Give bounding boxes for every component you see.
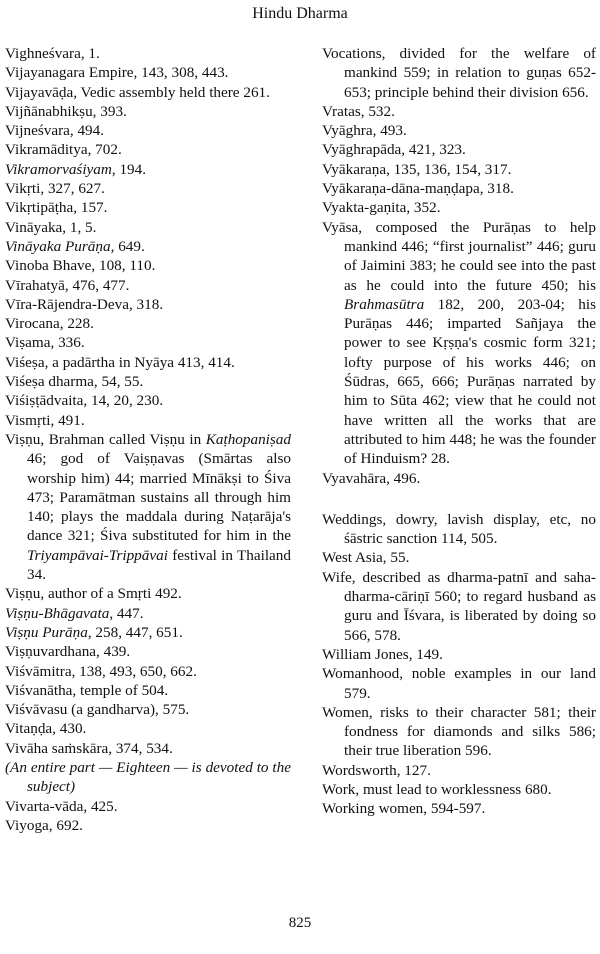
index-entry-text: Viṣṇu-Bhāgavata [5,604,110,622]
index-entry-text: West Asia, 55. [322,549,410,567]
index-entry-text: Vocations, divided for the welfare of mankind 559; in relation to guṇas 652-653; principle behind their division 656. [322,45,596,101]
index-entry-text: 182, 200, 203-04; his Purāṇas 446; imparted Sañjaya the power to see Kṛṣṇa's cosmic form 321; lofty purpose of his works 446; on Śūdras, 665, 666; Purāṇas narrated by him to Sūta 462; view that he could not have written all the works that are attributed to him 448; he was the founder of Hinduism? 28. [344,295,596,468]
index-entry [5,604,291,623]
index-entry [322,102,596,121]
index-entry [322,568,596,645]
index-entry [322,548,596,567]
index-entry [322,218,596,469]
index-entry-text: Vijayanagara Empire, 143, 308, 443. [5,64,229,82]
index-entry-text: Women, risks to their character 581; their fondness for diamonds and silks 586; their true liberation 596. [322,703,596,760]
index-entry-text: Wife, described as dharma-patnī and saha-dharma-cāriṇī 560; to regard husband as guru and Īśvara, is liberated by doing so 566, 578. [322,568,596,644]
index-entry [5,140,291,159]
page-number: 825 [288,915,312,931]
index-entry [322,664,596,703]
index-entry-text: William Jones, 149. [322,645,443,663]
index-entry [5,662,291,681]
index-entry-text: (An entire part — Eighteen — is devoted to the subject) [5,758,291,796]
index-entry [5,584,291,603]
index-entry [5,237,291,256]
index-entry-text: Vyākaraṇa, 135, 136, 154, 317. [322,160,512,178]
index-entry-text: Viśvāmitra, 138, 493, 650, 662. [5,662,197,680]
index-entry [322,645,596,664]
index-entry-text: Vyākaraṇa-dāna-maṇḍapa, 318. [322,180,514,198]
index-entry-text: , 258, 447, 651. [87,623,183,641]
index-entry [5,276,291,295]
index-entry-text: Weddings, dowry, lavish display, etc, no śāstric sanction 114, 505. [322,510,596,548]
index-entry-text: Vismṛti, 491. [5,411,85,429]
index-entry-text: Vyāsa, composed the Purāṇas to help mankind 446; “first journalist” 446; guru of Jaimini 383; he could see into the past as he could into the future 450; his [322,218,596,294]
index-entry-text: Vyakta-gaṇita, 352. [322,199,441,217]
index-entry-text: Viśvanātha, temple of 504. [5,681,169,699]
index-entry-text: Viśvāvasu (a gandharva), 575. [5,701,190,719]
index-entry-text: 46; god of Vaiṣṇavas (Smārtas also worship him) 44; married Mīnākṣi to Śiva 473; Paramātman sustains all through him 140; plays the maddala during Naṭarāja's dance 321; Śiva substituted for him in the [27,450,291,545]
index-entry-text: Vivarta-vāda, 425. [5,797,118,815]
index-entry [5,719,291,738]
running-header: Hindu Dharma [252,5,348,22]
index-entry [322,160,596,179]
index-entry [322,703,596,761]
index-entry [5,83,291,102]
index-entry [322,510,596,549]
index-entry [322,469,596,488]
index-entry [5,44,291,63]
index-entry-text: Viśeṣa, a padārtha in Nyāya 413, 414. [5,353,235,371]
index-entry-text: Vyavahāra, 496. [322,469,421,487]
index-entry-text: Vighneśvara, 1. [5,45,100,62]
index-entry [322,198,596,217]
index-entry-text: Viṣama, 336. [5,334,85,352]
index-entry [5,739,291,758]
index-entry-text: Vivāha saṁskāra, 374, 534. [5,739,173,757]
index-entry-text: Viśeṣa dharma, 54, 55. [5,373,144,391]
index-entry-text: festival in Thailand 34. [27,546,291,584]
index-entry-text: Viṣṇu Purāṇa [5,623,88,641]
index-entry [322,140,596,159]
index-entry [5,121,291,140]
index-entry-text: Vīrahatyā, 476, 477. [5,276,130,294]
index-entry-text: Vijneśvara, 494. [5,122,105,140]
index-entry-text: , 194. [111,160,147,178]
index-entry-text: Vijñānabhikṣu, 393. [5,102,127,120]
index-entry [5,816,291,835]
index-entry [5,295,291,314]
index-entry-text: Womanhood, noble examples in our land 579. [322,665,596,702]
index-entry-text: Vyāghrapāda, 421, 323. [322,141,466,159]
index-entry-text: Vratas, 532. [322,102,395,120]
index-entry [5,700,291,719]
index-entry-text: Vitaṇḍa, 430. [5,720,87,738]
index-column-right [322,44,596,819]
index-entry-text: Vināyaka, 1, 5. [5,218,97,236]
index-entry-text: Triyampāvai-Trippāvai [27,546,168,564]
index-entry-text: Viśiṣṭādvaita, 14, 20, 230. [5,392,164,410]
index-entry-text: Vikṛti, 327, 627. [5,180,105,198]
index-entry-text: Viyoga, 692. [5,816,83,834]
index-entry-text: Viṣṇuvardhana, 439. [5,643,131,661]
index-entry-text: Viṣṇu, author of a Smṛti 492. [5,585,182,603]
index-entry [5,179,291,198]
index-entry [5,623,291,642]
index-entry [5,758,291,797]
index-entry [5,681,291,700]
index-column-left [5,44,291,835]
index-entry-text: Virocana, 228. [5,315,94,333]
index-entry [322,761,596,780]
index-entry [322,799,596,818]
index-entry [322,121,596,140]
index-entry-text: Vikramorvaśiyam [5,160,112,178]
index-entry-text: Vikṛtipāṭha, 157. [5,199,108,217]
index-entry [5,63,291,82]
index-entry-text: Work, must lead to worklessness 680. [322,780,552,798]
index-entry-text: Vijayavāḍa, Vedic assembly held there 261. [5,83,270,101]
index-entry-text: Vīra-Rājendra-Deva, 318. [5,295,164,313]
index-entry [5,198,291,217]
index-entry [5,102,291,121]
index-entry [322,780,596,799]
index-entry [5,391,291,410]
index-entry-text: Vikramāditya, 702. [5,141,122,159]
index-entry [5,333,291,352]
index-entry-text: Working women, 594-597. [322,800,486,818]
index-entry [5,256,291,275]
index-entry-text: Brahmasūtra [344,295,425,313]
index-entry-text: Wordsworth, 127. [322,761,431,779]
index-entry-text: Vyāghra, 493. [322,122,407,140]
index-entry-text: Viṣṇu, Brahman called Viṣṇu in [5,430,206,448]
index-entry [5,160,291,179]
index-entry [5,218,291,237]
index-entry [5,353,291,372]
index-entry-text: Vinoba Bhave, 108, 110. [5,257,156,275]
index-entry [5,797,291,816]
index-entry [5,430,291,584]
index-entry [5,411,291,430]
index-entry [5,372,291,391]
index-entry-text: , 447. [109,604,144,622]
index-entry-text: Vināyaka Purāṇa [5,237,111,255]
index-entry [5,642,291,661]
index-entry [322,179,596,198]
index-entry [5,314,291,333]
index-entry-text: , 649. [110,237,145,255]
index-entry [322,44,596,102]
index-entry-text: Kaṭhopaniṣad [205,430,291,448]
